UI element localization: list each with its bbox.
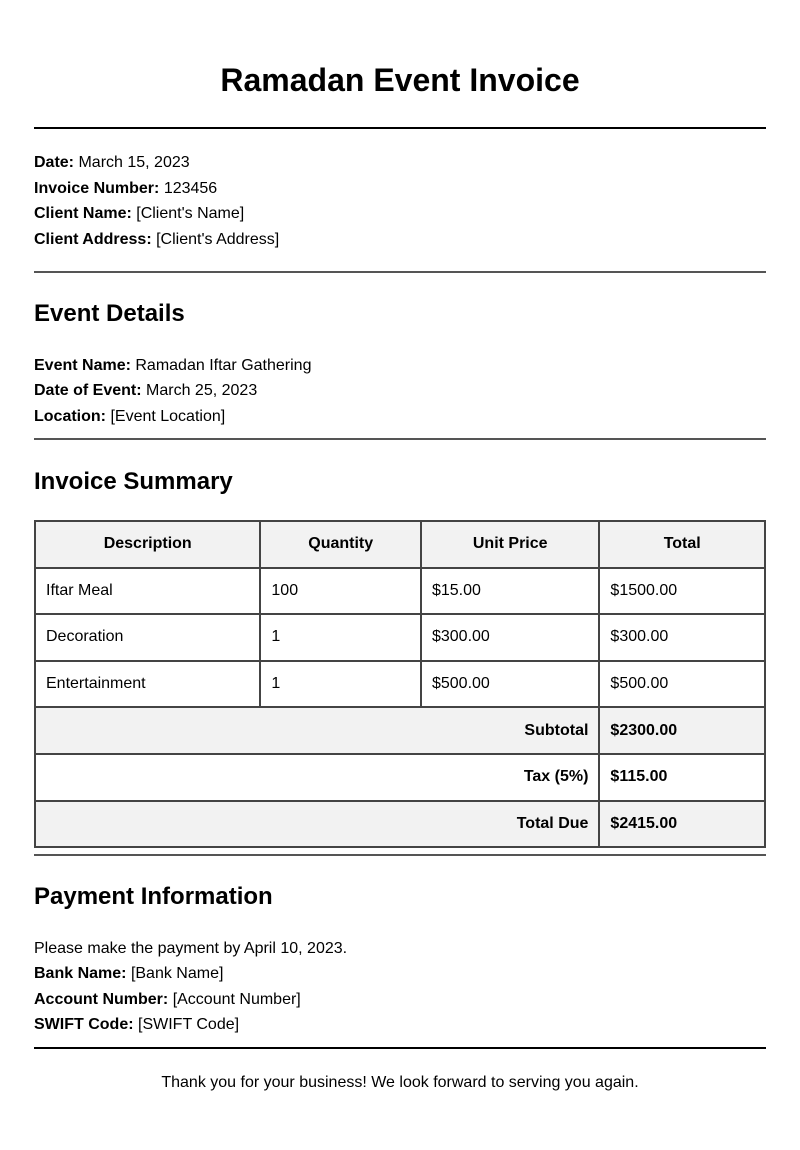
tax-value: $115.00 [599,754,765,801]
bank-name-label: Bank Name: [34,965,127,982]
footer-thank-you: Thank you for your business! We look forward to serving you again. [161,1074,639,1091]
bank-name-line [34,964,223,984]
section-divider [34,438,766,440]
account-number-value: [Account Number] [172,991,301,1008]
table-row [35,568,765,615]
table-row [35,661,765,708]
item-unit-price: $300.00 [421,614,599,661]
payment-information-heading: Payment Information [34,883,273,910]
column-header-unit-price: Unit Price [421,521,599,568]
total-due-row [35,801,765,848]
event-name-line [34,356,311,376]
tax-row [35,754,765,801]
swift-code-line [34,1015,239,1035]
payment-note: Please make the payment by April 10, 2023. [34,940,348,957]
table-row [35,614,765,661]
account-number-line [34,990,301,1010]
column-header-total: Total [599,521,765,568]
invoice-summary-heading: Invoice Summary [34,468,233,495]
item-description: Decoration [35,614,260,661]
tax-label: Tax (5%) [35,754,599,801]
subtotal-value: $2300.00 [599,707,765,754]
event-name-label: Event Name: [34,357,131,374]
column-header-description: Description [35,521,260,568]
client-address-label: Client Address: [34,231,152,248]
subtotal-row [35,707,765,754]
location-label: Location: [34,408,106,425]
location-line [34,407,225,427]
invoice-number-label: Invoice Number: [34,180,160,197]
item-quantity: 1 [260,614,421,661]
swift-code-label: SWIFT Code: [34,1016,134,1033]
account-number-label: Account Number: [34,991,169,1008]
client-address-line [34,230,279,250]
item-quantity: 100 [260,568,421,615]
item-total: $300.00 [599,614,765,661]
event-date-line [34,381,257,401]
title-divider [34,127,766,129]
swift-code-value: [SWIFT Code] [138,1016,240,1033]
column-header-quantity: Quantity [260,521,421,568]
client-name-value: [Client's Name] [136,205,245,222]
event-date-label: Date of Event: [34,382,142,399]
event-details-heading: Event Details [34,300,185,327]
client-address-value: [Client's Address] [156,231,280,248]
invoice-number-line [34,179,217,199]
client-name-label: Client Name: [34,205,132,222]
date-line [34,153,190,173]
page-title: Ramadan Event Invoice [220,62,580,98]
subtotal-label: Subtotal [35,707,599,754]
event-name-value: Ramadan Iftar Gathering [135,357,312,374]
footer-divider [34,1047,766,1049]
invoice-number-value: 123456 [163,180,218,197]
item-quantity: 1 [260,661,421,708]
item-description: Iftar Meal [35,568,260,615]
event-date-value: March 25, 2023 [146,382,258,399]
total-due-value: $2415.00 [599,801,765,848]
location-value: [Event Location] [110,408,226,425]
bank-name-value: [Bank Name] [130,965,224,982]
item-unit-price: $500.00 [421,661,599,708]
date-label: Date: [34,154,75,171]
item-total: $1500.00 [599,568,765,615]
section-divider [34,271,766,273]
date-value: March 15, 2023 [78,154,190,171]
client-name-line [34,204,244,224]
invoice-table [34,520,766,848]
total-due-label: Total Due [35,801,599,848]
table-header-row [35,521,765,568]
section-divider [34,854,766,856]
item-description: Entertainment [35,661,260,708]
item-total: $500.00 [599,661,765,708]
item-unit-price: $15.00 [421,568,599,615]
